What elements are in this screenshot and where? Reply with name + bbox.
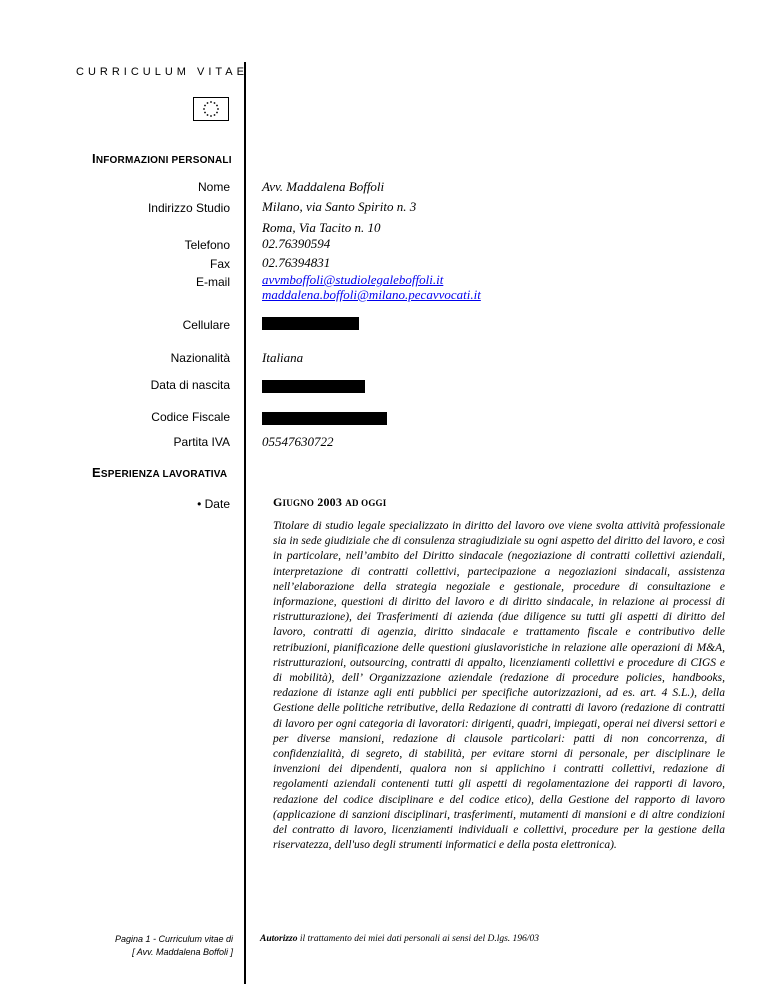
- footer-name-line: [ Avv. Maddalena Boffoli ]: [132, 947, 233, 957]
- eu-flag-icon: [193, 97, 229, 121]
- email-link-1[interactable]: [262, 272, 443, 288]
- fax-label: Fax: [209, 257, 230, 271]
- email-link-1-text[interactable]: avvmboffoli@studiolegaleboffoli.it: [262, 272, 444, 287]
- mobile-redaction: [262, 317, 359, 330]
- fax-value: 02.76394831: [262, 255, 331, 270]
- name-value: Avv. Maddalena Boffoli: [262, 179, 385, 194]
- office-address-line1: Milano, via Santo Spirito n. 3: [262, 199, 417, 214]
- email-link-2[interactable]: [262, 287, 481, 303]
- date-range: GIUGNO 2003 AD OGGI: [273, 495, 387, 509]
- page-footer-left: [60, 933, 233, 959]
- privacy-consent: Autorizzo il trattamento dei miei dati personali ai sensi del D.lgs. 196/03: [260, 934, 539, 944]
- birth-date-label: Data di nascita: [150, 378, 230, 392]
- phone-label: Telefono: [184, 238, 230, 252]
- vat-label: Partita IVA: [173, 435, 230, 449]
- email-label: E-mail: [195, 275, 230, 289]
- nationality-label: Nazionalità: [170, 351, 230, 365]
- work-experience-heading: ESPERIENZA LAVORATIVA: [92, 465, 228, 480]
- tax-code-label: Codice Fiscale: [151, 410, 230, 424]
- office-address-label: Indirizzo Studio: [147, 201, 230, 215]
- office-address-line2: Roma, Via Tacito n. 10: [262, 220, 381, 235]
- tax-code-redaction: [262, 412, 387, 425]
- page-number-line: Pagina 1 - Curriculum vitae di: [114, 934, 233, 944]
- vat-value: 05547630722: [262, 434, 334, 449]
- mobile-label: Cellulare: [182, 318, 230, 332]
- nationality-value: Italiana: [262, 350, 304, 365]
- name-label: Nome: [197, 180, 230, 194]
- personal-info-heading: INFORMAZIONI PERSONALI: [92, 151, 232, 166]
- job-description: Titolare di studio legale specializzato in diritto del lavoro ove viene svolta attività professionale sia in sede giudiziale che di consulenza stragiudiziale su ogni aspetto del diritto del lavoro, e così in particolare, nell’ambito del Diritto sindacale (negoziazione di contratti collettivi aziendali, interpretazione di contratti collettivi, partecipazione a negoziazioni sindacali, assistenza nell’elaborazione della strategia negoziale e gestionale, procedure di consultazione e informazione, questioni di diritto del lavoro e di diritto sindacale, in relazione ai processi di ristrutturazione), dei Trasferimenti di azienda (due diligence su tutti gli aspetti di diritto del lavoro, contratti di agenzia, diritto sindacale e trattamento fiscale e contributivo delle retribuzioni, pianificazione delle questioni giuslavoristiche in relazione alle operazioni di M&A, ristrutturazioni, outsourcing, contratti di appalto, licenziamenti collettivi e procedure di CIGS e di mobilità), dell’ Organizzazione aziendale (redazione di procedure policies, handbooks, redazione di istanze agli enti pubblici per specifiche autorizzazioni, ad es. art. 4 S.L.), della Gestione delle politiche retributive, della Redazione di contratti di lavoro (redazione di contratti di lavoro per ogni categoria di lavoratori: dirigenti, quadri, impiegati, operai nei diversi settori e per diverse mansioni, redazione di clausole particolari: patti di non concorrenza, di confidenzialità, di segreto, di stabilità, per evitare storni di personale, per disciplinare le invenzioni dei dipendenti, qualora non si applichino i contratti collettivi, redazione di regolamenti aziendali contenenti tutti gli aspetti di regolamentazione dei rapporti di lavoro, redazione del codice disciplinare e del codice etico), della Gestione del rapporto di lavoro (applicazione di sanzioni disciplinari, trasferimenti, mutamenti di mansioni e di altre condizioni del contratto di lavoro, licenziamenti individuali e collettivi, procedure per la gestione della riservatezza, dell'uso degli strumenti informatici e della posta elettronica).: [273, 520, 725, 852]
- date-label: • Date: [197, 497, 230, 511]
- phone-value: 02.76390594: [262, 236, 331, 251]
- cv-title: CURRICULUM VITAE: [76, 66, 248, 78]
- birth-date-redaction: [262, 380, 365, 393]
- email-link-2-text[interactable]: maddalena.boffoli@milano.pecavvocati.it: [262, 287, 481, 302]
- column-divider: [244, 62, 246, 984]
